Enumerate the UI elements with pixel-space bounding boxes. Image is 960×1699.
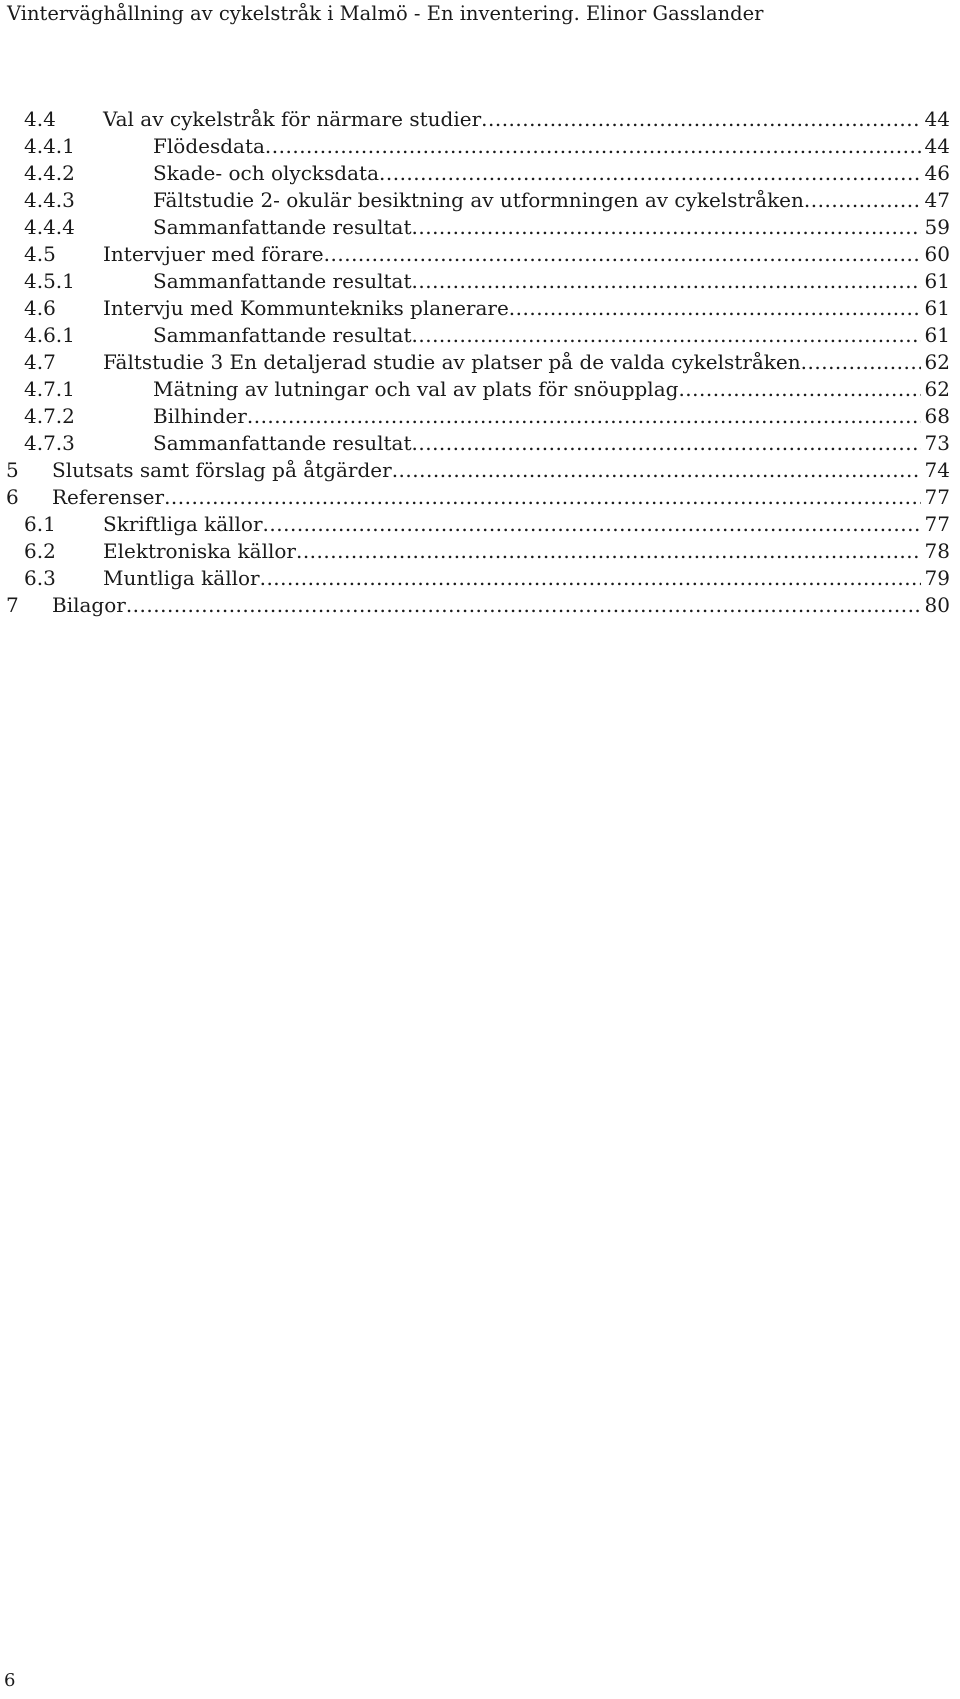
toc-entry-title: Sammanfattande resultat <box>153 215 412 239</box>
toc-entry-page: 62 <box>924 377 950 401</box>
toc-entry-title: Slutsats samt förslag på åtgärder <box>52 458 392 482</box>
toc-dot-leader <box>392 457 921 484</box>
toc-dot-leader <box>412 268 921 295</box>
toc-entry-page: 44 <box>924 107 950 131</box>
toc-dot-leader <box>379 160 921 187</box>
toc-entry-page: 46 <box>924 161 950 185</box>
toc-entry-page: 78 <box>924 539 950 563</box>
toc-entry[interactable] <box>0 295 950 322</box>
toc-dot-leader <box>481 106 920 133</box>
toc-entry-page: 77 <box>924 485 950 509</box>
toc-entry-page: 61 <box>924 323 950 347</box>
toc-entry[interactable] <box>0 160 950 187</box>
toc-entry-page: 73 <box>924 431 950 455</box>
toc-entry-number: 4.4.3 <box>24 188 75 212</box>
toc-entry-title: Intervju med Kommuntekniks planerare <box>103 296 509 320</box>
toc-dot-leader <box>296 538 921 565</box>
toc-entry-number: 4.4.1 <box>24 134 75 158</box>
toc-entry-title: Skriftliga källor <box>103 512 263 536</box>
toc-entry-number: 6.2 <box>24 539 56 563</box>
toc-entry-number: 4.4 <box>24 107 56 131</box>
toc-entry-page: 61 <box>924 296 950 320</box>
toc-entry-number: 5 <box>6 458 19 482</box>
toc-dot-leader <box>126 592 921 619</box>
toc-entry-number: 4.5.1 <box>24 269 75 293</box>
toc-entry-number: 6 <box>6 485 19 509</box>
toc-entry[interactable] <box>0 322 950 349</box>
toc-entry[interactable] <box>0 592 950 619</box>
toc-entry-page: 44 <box>924 134 950 158</box>
toc-entry-number: 4.4.4 <box>24 215 75 239</box>
toc-entry-page: 62 <box>924 350 950 374</box>
toc-dot-leader <box>412 214 921 241</box>
toc-entry-page: 60 <box>924 242 950 266</box>
toc-entry[interactable] <box>0 511 950 538</box>
toc-entry[interactable] <box>0 538 950 565</box>
toc-dot-leader <box>801 349 921 376</box>
toc-entry-title: Sammanfattande resultat <box>153 269 412 293</box>
toc-entry-number: 4.7.1 <box>24 377 75 401</box>
toc-entry-title: Sammanfattande resultat <box>153 431 412 455</box>
toc-entry-number: 6.3 <box>24 566 56 590</box>
toc-entry-title: Intervjuer med förare <box>103 242 324 266</box>
toc-entry[interactable] <box>0 214 950 241</box>
toc-entry-number: 4.5 <box>24 242 56 266</box>
toc-entry[interactable] <box>0 241 950 268</box>
toc-dot-leader <box>260 565 921 592</box>
toc-entry-title: Elektroniska källor <box>103 539 296 563</box>
toc-entry-number: 4.6.1 <box>24 323 75 347</box>
toc-entry-page: 74 <box>924 458 950 482</box>
toc-entry[interactable] <box>0 133 950 160</box>
toc-dot-leader <box>412 322 921 349</box>
toc-entry[interactable] <box>0 349 950 376</box>
toc-dot-leader <box>265 133 921 160</box>
toc-entry-page: 77 <box>924 512 950 536</box>
toc-entry-number: 4.7.3 <box>24 431 75 455</box>
toc-entry[interactable] <box>0 106 950 133</box>
toc-entry[interactable] <box>0 403 950 430</box>
toc-dot-leader <box>804 187 921 214</box>
table-of-contents <box>0 106 950 619</box>
toc-entry[interactable] <box>0 187 950 214</box>
toc-entry-number: 4.7 <box>24 350 56 374</box>
toc-entry-title: Muntliga källor <box>103 566 260 590</box>
page-number: 6 <box>4 1670 16 1691</box>
toc-entry-page: 61 <box>924 269 950 293</box>
toc-entry-number: 6.1 <box>24 512 56 536</box>
toc-dot-leader <box>509 295 921 322</box>
page-header-title: Vinterväghållning av cykelstråk i Malmö - En inventering. Elinor Gasslander <box>7 2 764 25</box>
toc-entry-page: 59 <box>924 215 950 239</box>
toc-entry-title: Bilagor <box>52 593 126 617</box>
toc-entry-title: Fältstudie 3 En detaljerad studie av platser på de valda cykelstråken <box>103 350 801 374</box>
toc-entry-title: Bilhinder <box>153 404 247 428</box>
toc-entry-title: Fältstudie 2- okulär besiktning av utformningen av cykelstråken <box>153 188 804 212</box>
toc-entry-page: 68 <box>924 404 950 428</box>
toc-entry-title: Skade- och olycksdata <box>153 161 379 185</box>
toc-entry-page: 79 <box>924 566 950 590</box>
toc-entry[interactable] <box>0 484 950 511</box>
toc-entry-title: Val av cykelstråk för närmare studier <box>103 107 482 131</box>
toc-entry-number: 4.6 <box>24 296 56 320</box>
toc-entry-number: 4.4.2 <box>24 161 75 185</box>
toc-entry-number: 4.7.2 <box>24 404 75 428</box>
toc-entry-title: Referenser <box>52 485 165 509</box>
toc-dot-leader <box>247 403 921 430</box>
toc-dot-leader <box>164 484 920 511</box>
toc-entry-number: 7 <box>6 593 19 617</box>
toc-entry-title: Flödesdata <box>153 134 265 158</box>
toc-entry[interactable] <box>0 268 950 295</box>
toc-entry[interactable] <box>0 457 950 484</box>
toc-dot-leader <box>263 511 921 538</box>
toc-entry-title: Sammanfattande resultat <box>153 323 412 347</box>
toc-dot-leader <box>412 430 921 457</box>
toc-entry-title: Mätning av lutningar och val av plats för snöupplag <box>153 377 679 401</box>
toc-entry[interactable] <box>0 430 950 457</box>
toc-entry[interactable] <box>0 376 950 403</box>
toc-entry-page: 47 <box>924 188 950 212</box>
toc-entry-page: 80 <box>924 593 950 617</box>
toc-dot-leader <box>678 376 920 403</box>
toc-entry[interactable] <box>0 565 950 592</box>
toc-dot-leader <box>324 241 921 268</box>
